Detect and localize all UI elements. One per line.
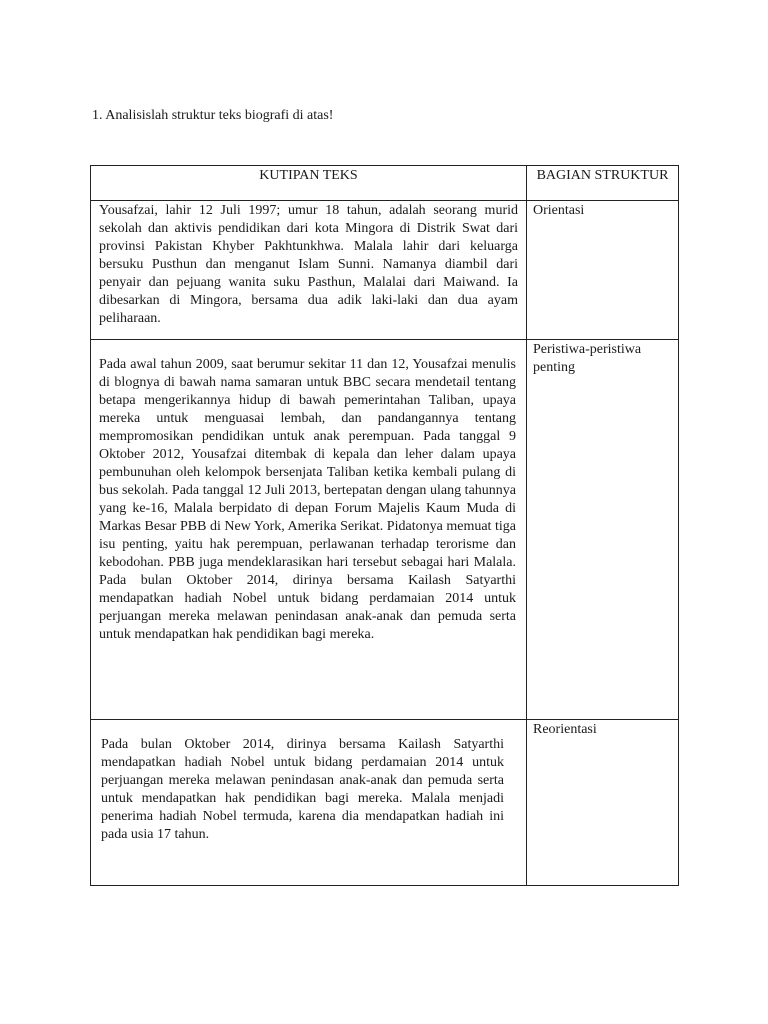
- question-text: 1. Analisislah struktur teks biografi di atas!: [92, 108, 334, 123]
- quote-cell-peristiwa: Pada awal tahun 2009, saat berumur sekitar 11 dan 12, Yousafzai menulis di blognya di bawah nama samaran untuk BBC secara mendetail tentang betapa mengerikannya hidup di bawah pemerintahan Taliban, upaya mereka untuk menguasai lembah, dan pandangannya tentang mempromosikan pendidikan untuk anak perempuan. Pada tanggal 9 Oktober 2012, Yousafzai ditembak di kepala dan leher dalam upaya pembunuhan oleh kelompok bersenjata Taliban ketika kembali pulang di bus sekolah. Pada tanggal 12 Juli 2013, bertepatan dengan ulang tahunnya yang ke-16, Malala berpidato di depan Forum Majelis Kaum Muda di Markas Besar PBB di New York, Amerika Serikat. Pidatonya memuat tiga isu penting, yaitu hak perempuan, perlawanan terhadap terorisme dan kebodohan. PBB juga mendeklarasikan hari tersebut sebagai hari Malala. Pada bulan Oktober 2014, dirinya bersama Kailash Satyarthi mendapatkan hadiah Nobel untuk bidang perdamaian 2014 untuk perjuangan mereka melawan penindasan anak-anak dan pemuda serta untuk mendapatkan hak pendidikan bagi mereka.: [91, 340, 527, 720]
- quote-cell-orientasi: Yousafzai, lahir 12 Juli 1997; umur 18 tahun, adalah seorang murid sekolah dan aktivis pendidikan dari kota Mingora di Distrik Swat dari provinsi Pakistan Khyber Pakhtunkhwa. Malala lahir dari keluarga bersuku Pusthun dan menganut Islam Sunni. Namanya diambil dari penyair dan pejuang wanita suku Pasthun, Malalai dari Maiwand. Ia dibesarkan di Mingora, bersama dua adik laki-laki dan dua ayam peliharaan.: [91, 201, 527, 340]
- table-row: [91, 340, 679, 720]
- part-cell-orientasi: Orientasi: [527, 201, 679, 340]
- table-row: [91, 201, 679, 340]
- header-bagian-struktur: BAGIAN STRUKTUR: [527, 166, 679, 201]
- table-header-row: [91, 166, 679, 201]
- part-cell-peristiwa: Peristiwa-peristiwa penting: [527, 340, 679, 720]
- table-row: [91, 720, 679, 886]
- part-cell-reorientasi: Reorientasi: [527, 720, 679, 886]
- biography-structure-table: [90, 165, 679, 886]
- quote-cell-reorientasi: Pada bulan Oktober 2014, dirinya bersama Kailash Satyarthi mendapatkan hadiah Nobel untuk bidang perdamaian 2014 untuk perjuangan mereka melawan penindasan anak-anak dan pemuda serta untuk mendapatkan hak pendidikan bagi mereka. Malala menjadi penerima hadiah Nobel termuda, karena dia mendapatkan hadiah ini pada usia 17 tahun.: [91, 720, 527, 886]
- header-kutipan-teks: KUTIPAN TEKS: [91, 166, 527, 201]
